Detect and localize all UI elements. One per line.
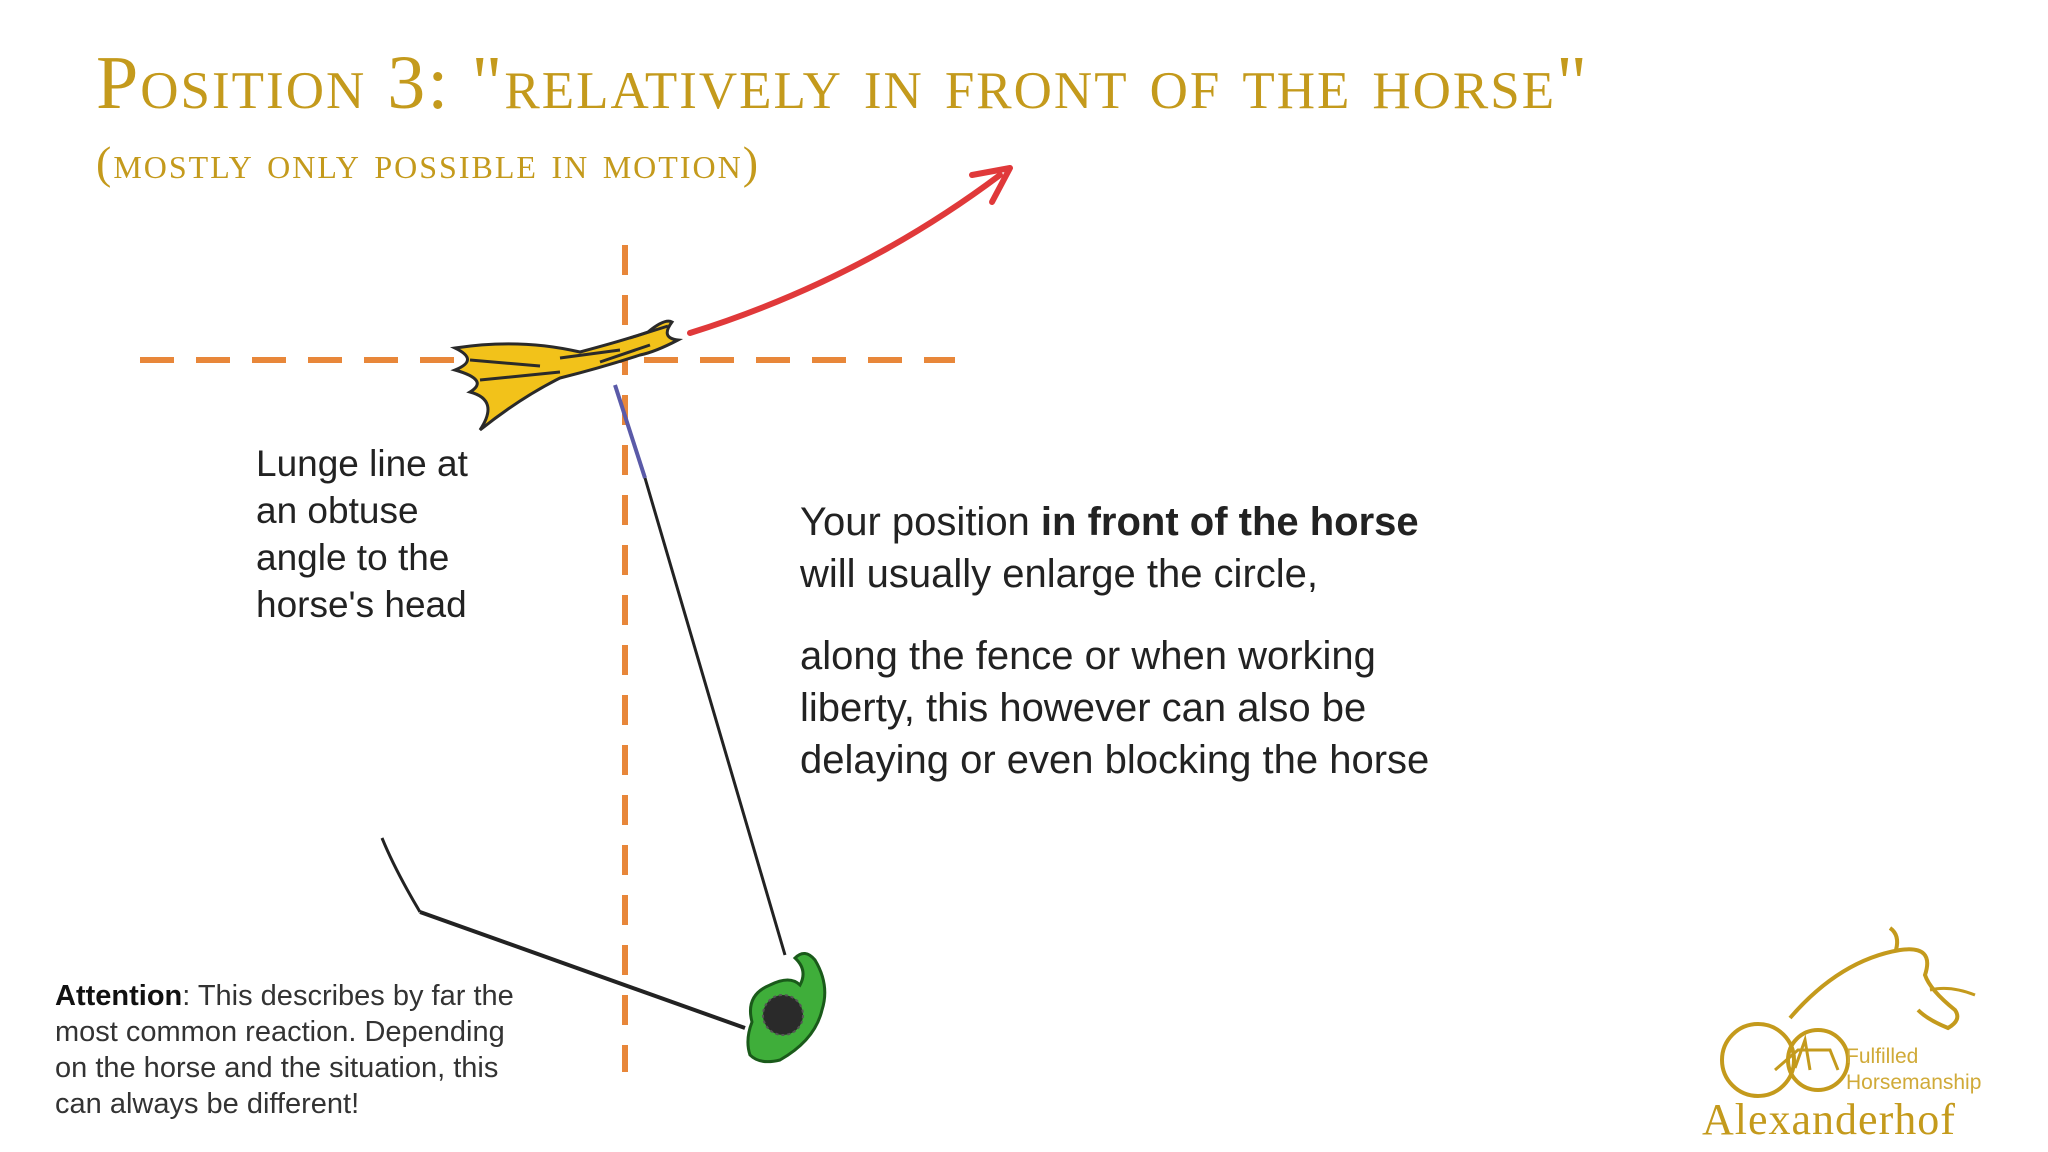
lunge-line-label (256, 440, 536, 628)
explanation-line: delaying or even blocking the horse (800, 738, 1430, 782)
logo-brand-name: Alexanderhof (1702, 1095, 1956, 1144)
explanation-text (800, 496, 1620, 816)
explanation-normal-text: Your position (800, 500, 1041, 544)
horse-icon (455, 321, 678, 430)
explanation-paragraph-2 (800, 630, 1620, 786)
logo-tagline-line: Fulfilled (1846, 1045, 1919, 1068)
attention-text: : This describes by far the (182, 980, 514, 1012)
attention-line (55, 978, 615, 1014)
explanation-bold-text: in front of the horse (1040, 500, 1419, 544)
lunge-label-line: horse's head (256, 584, 467, 625)
lunge-label-line: Lunge line at (256, 443, 468, 484)
attention-line: most common reaction. Depending (55, 1016, 505, 1048)
explanation-line: liberty, this however can also be (800, 686, 1367, 730)
explanation-paragraph-1 (800, 496, 1620, 600)
attention-line: can always be different! (55, 1088, 360, 1120)
page-title: Position 3: "relatively in front of the horse" (96, 41, 1590, 125)
attention-label: Attention (55, 980, 183, 1012)
person-icon (748, 953, 825, 1061)
lunge-label-line: an obtuse (256, 490, 419, 531)
attention-note (55, 978, 615, 1122)
logo-tagline-line: Horsemanship (1846, 1071, 1982, 1094)
explanation-line (800, 496, 1620, 548)
page-subtitle: (mostly only possible in motion) (96, 137, 761, 188)
direction-arrow (690, 175, 1000, 333)
lunge-line (645, 478, 785, 955)
explanation-line: along the fence or when working (800, 634, 1376, 678)
logo-tagline (1846, 1044, 1981, 1096)
lunge-label-line: angle to the (256, 537, 450, 578)
lunge-line-near-horse (615, 385, 645, 478)
attention-line: on the horse and the situation, this (55, 1052, 499, 1084)
explanation-line: will usually enlarge the circle, (800, 552, 1319, 596)
